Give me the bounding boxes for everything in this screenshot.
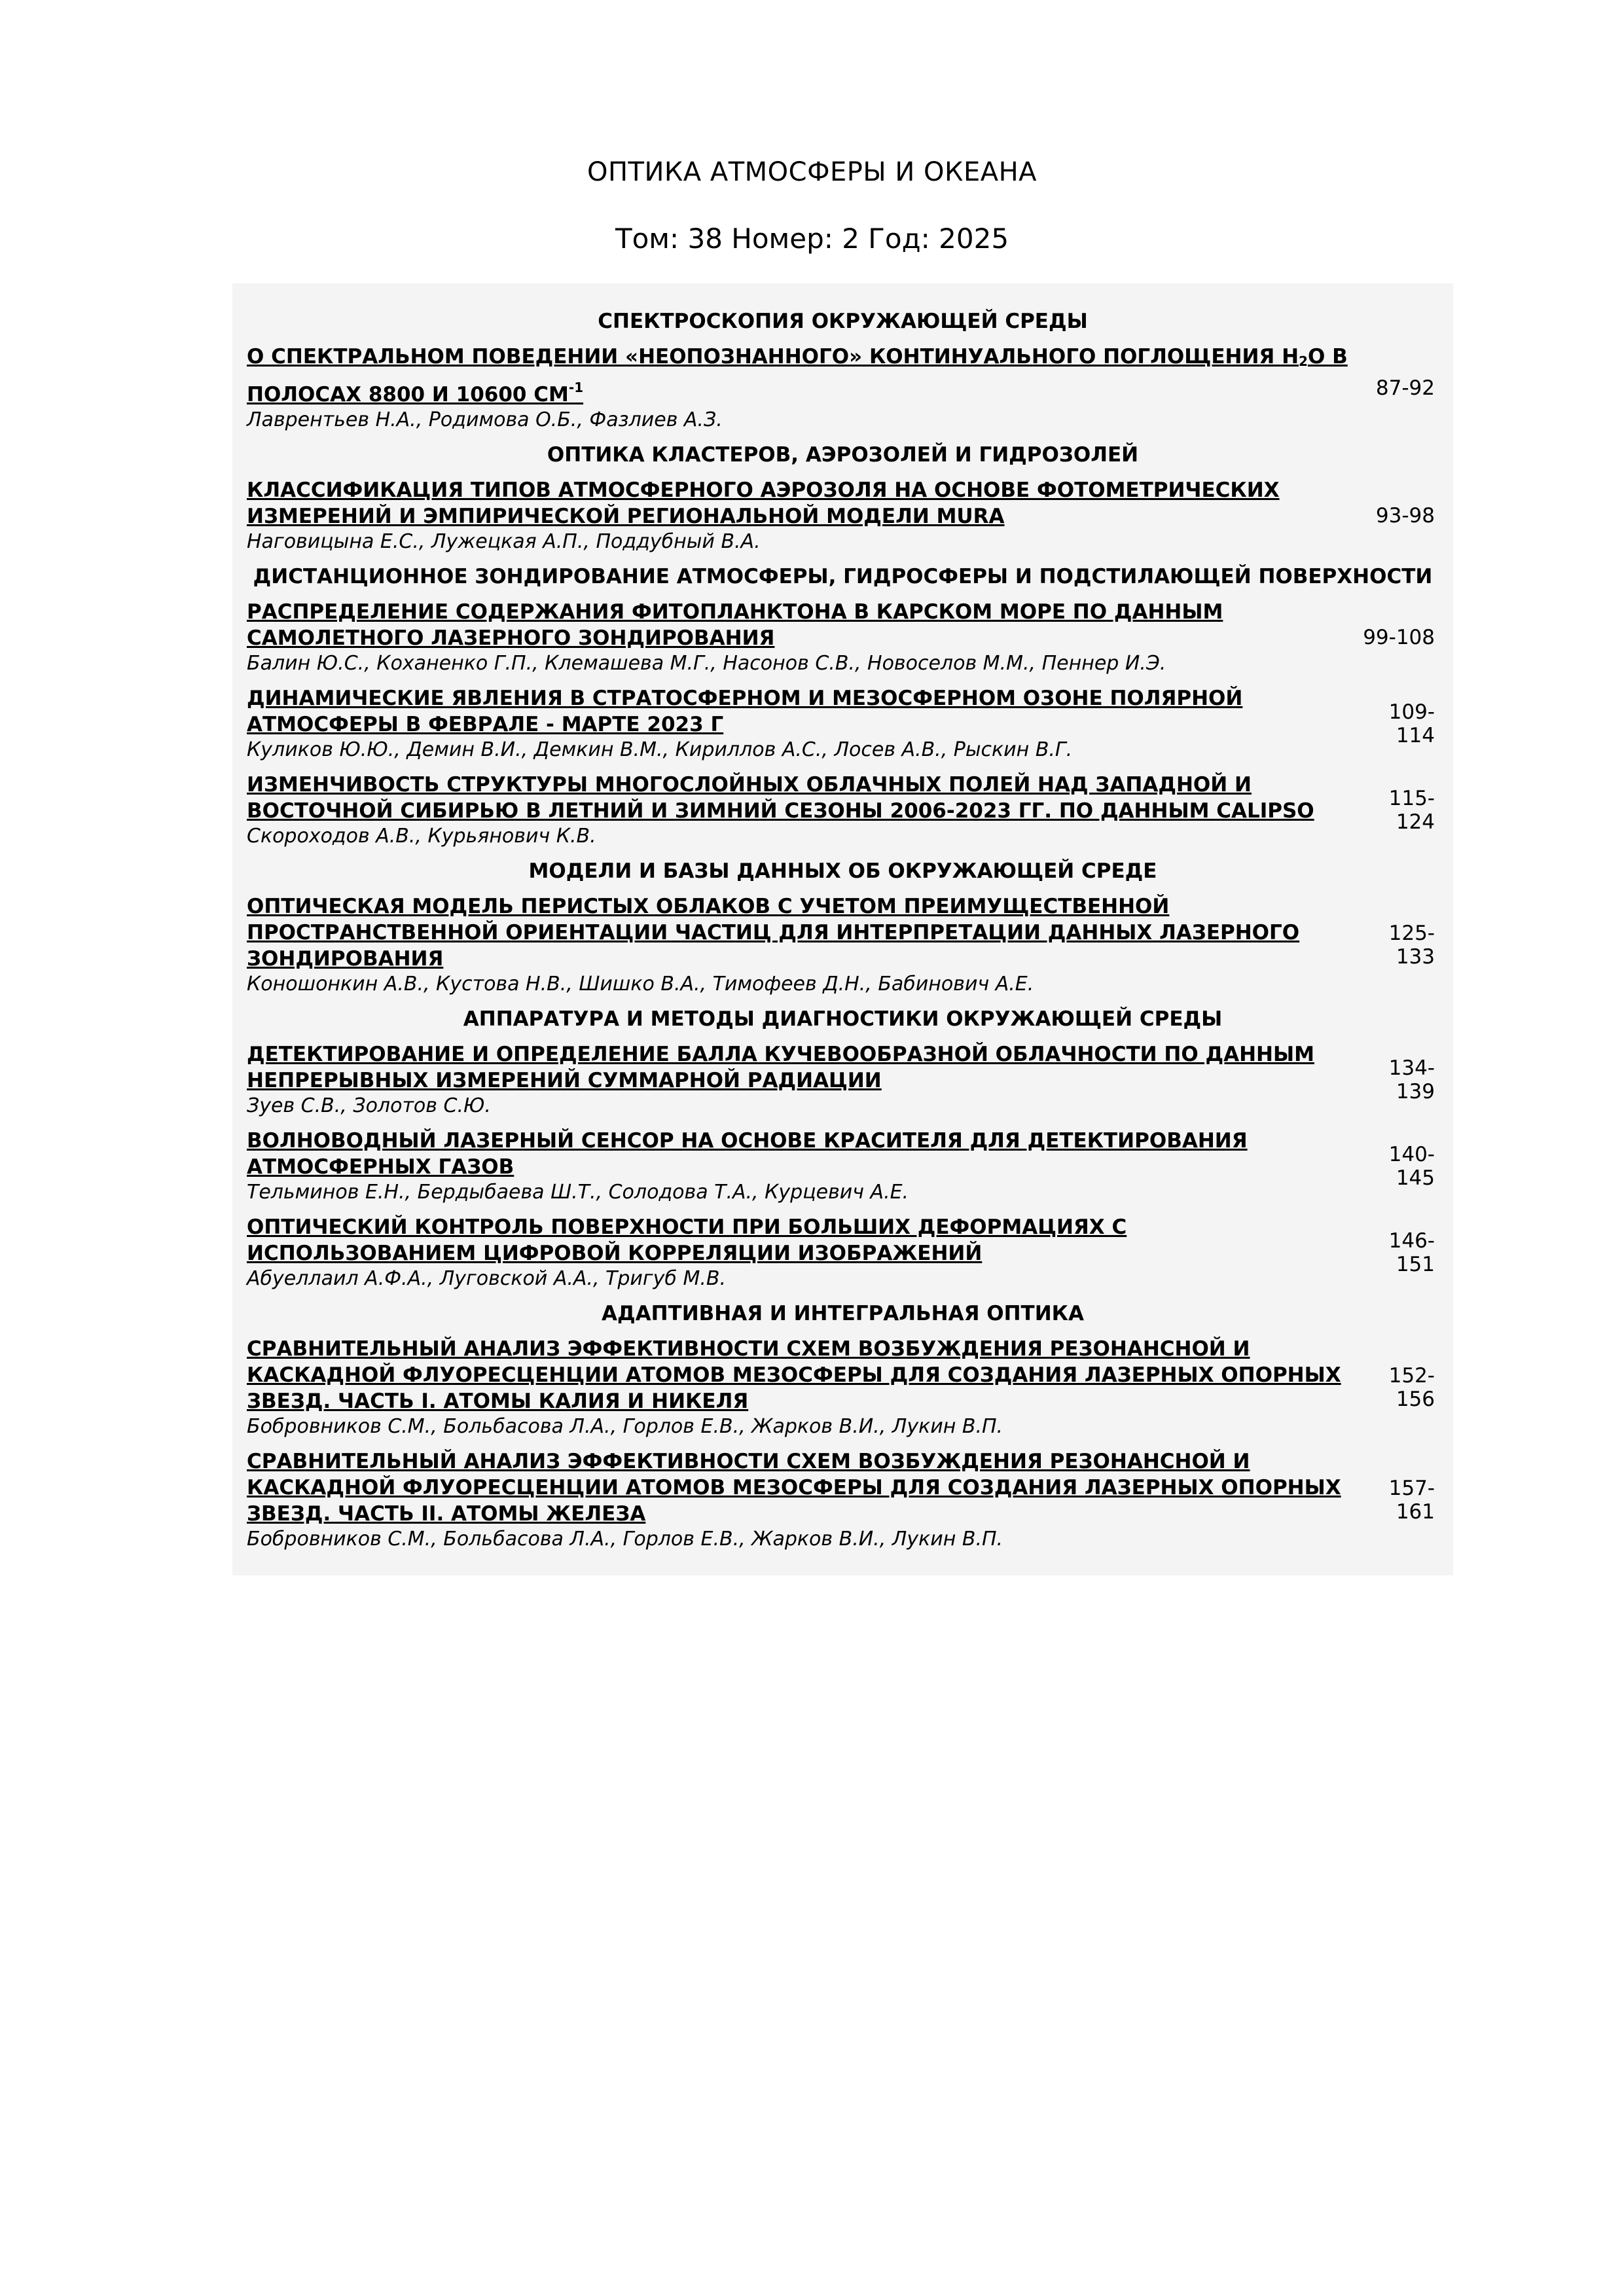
article-title-link[interactable]: СРАВНИТЕЛЬНЫЙ АНАЛИЗ ЭФФЕКТИВНОСТИ СХЕМ ВОЗБУЖДЕНИЯ РЕЗОНАНСНОЙ И КАСКАДНОЙ ФЛУОРЕСЦЕНЦИИ АТОМОВ МЕЗОСФЕРЫ ДЛЯ СОЗДАНИЯ ЛАЗЕРНЫХ ОПОРНЫХ ЗВЕЗД. ЧАСТЬ I. АТОМЫ КАЛИЯ И НИКЕЛЯ [247, 1337, 1341, 1413]
article-body [247, 344, 1353, 433]
article-body [247, 599, 1353, 676]
article-entry [232, 893, 1453, 997]
issue-info: Том: 38 Номер: 2 Год: 2025 [615, 223, 1009, 255]
article-pages: 87-92 [1375, 376, 1435, 400]
table-of-contents [232, 283, 1453, 1575]
article-authors: Абуеллаил А.Ф.А., Луговской А.А., Тригуб М.В. [247, 1267, 726, 1290]
journal-title: ОПТИКА АТМОСФЕРЫ И ОКЕАНА [586, 157, 1038, 187]
article-title-link[interactable]: КЛАССИФИКАЦИЯ ТИПОВ АТМОСФЕРНОГО АЭРОЗОЛЯ НА ОСНОВЕ ФОТОМЕТРИЧЕСКИХ ИЗМЕРЕНИЙ И ЭМПИРИЧЕСКОЙ РЕГИОНАЛЬНОЙ МОДЕЛИ MURA [247, 478, 1280, 528]
article-authors: Балин Ю.С., Коханенко Г.П., Клемашева М.Г., Насонов С.В., Новоселов М.М., Пеннер И.Э. [247, 652, 1166, 675]
article-entry [232, 344, 1453, 433]
title-part: О СПЕКТРАЛЬНОМ ПОВЕДЕНИИ «НЕОПОЗНАННОГО» КОНТИНУАЛЬНОГО ПОГЛОЩЕНИЯ H [247, 345, 1299, 368]
article-entry [232, 1128, 1453, 1205]
article-authors: Тельминов Е.Н., Бердыбаева Ш.Т., Солодова Т.А., Курцевич А.Е. [247, 1181, 909, 1204]
section-heading: СПЕКТРОСКОПИЯ ОКРУЖАЮЩЕЙ СРЕДЫ [598, 310, 1088, 333]
article-body [247, 1128, 1353, 1205]
article-authors: Куликов Ю.Ю., Демин В.И., Демкин В.М., Кириллов А.С., Лосев А.В., Рыскин В.Г. [247, 738, 1073, 761]
article-authors: Лаврентьев Н.А., Родимова О.Б., Фазлиев А.З. [247, 408, 723, 431]
article-pages: 146-151 [1388, 1229, 1435, 1276]
article-entry [232, 1336, 1453, 1439]
article-body [247, 1448, 1353, 1552]
article-entry [232, 1041, 1453, 1119]
article-entry [232, 1214, 1453, 1291]
article-body [247, 772, 1353, 849]
article-authors: Скороходов А.В., Курьянович К.В. [247, 825, 596, 848]
article-body [247, 685, 1353, 762]
section-heading: МОДЕЛИ И БАЗЫ ДАННЫХ ОБ ОКРУЖАЮЩЕЙ СРЕДЕ [528, 859, 1157, 883]
article-title-link[interactable]: РАСПРЕДЕЛЕНИЕ СОДЕРЖАНИЯ ФИТОПЛАНКТОНА В КАРСКОМ МОРЕ ПО ДАННЫМ САМОЛЕТНОГО ЛАЗЕРНОГО ЗОНДИРОВАНИЯ [247, 600, 1223, 650]
article-pages: 99-108 [1363, 626, 1435, 649]
article-authors: Коношонкин А.В., Кустова Н.В., Шишко В.А., Тимофеев Д.Н., Бабинович А.Е. [247, 973, 1034, 996]
article-authors: Зуев С.В., Золотов С.Ю. [247, 1094, 491, 1117]
article-entry [232, 1448, 1453, 1552]
article-body [247, 1214, 1353, 1291]
article-pages: 152-156 [1388, 1364, 1435, 1411]
article-title-link[interactable]: ОПТИЧЕСКИЙ КОНТРОЛЬ ПОВЕРХНОСТИ ПРИ БОЛЬШИХ ДЕФОРМАЦИЯХ С ИСПОЛЬЗОВАНИЕМ ЦИФРОВОЙ КОРРЕЛЯЦИИ ИЗОБРАЖЕНИЙ [247, 1215, 1127, 1265]
article-title-link[interactable]: ИЗМЕНЧИВОСТЬ СТРУКТУРЫ МНОГОСЛОЙНЫХ ОБЛАЧНЫХ ПОЛЕЙ НАД ЗАПАДНОЙ И ВОСТОЧНОЙ СИБИРЬЮ В ЛЕТНИЙ И ЗИМНИЙ СЕЗОНЫ 2006-2023 ГГ. ПО ДАННЫМ CALIPSO [247, 773, 1314, 823]
article-pages: 109-114 [1388, 700, 1435, 747]
article-authors: Бобровников С.М., Больбасова Л.А., Горлов Е.В., Жарков В.И., Лукин В.П. [247, 1528, 1003, 1551]
article-body [247, 893, 1353, 997]
title-part: O В ПОЛОСАХ 8800 И 10600 СМ [247, 345, 1348, 406]
article-body [247, 1336, 1353, 1439]
article-authors: Бобровников С.М., Больбасова Л.А., Горлов Е.В., Жарков В.И., Лукин В.П. [247, 1415, 1003, 1438]
article-title-link[interactable] [247, 344, 1353, 408]
article-title-link[interactable]: ДИНАМИЧЕСКИЕ ЯВЛЕНИЯ В СТРАТОСФЕРНОМ И МЕЗОСФЕРНОМ ОЗОНЕ ПОЛЯРНОЙ АТМОСФЕРЫ В ФЕВРАЛЕ - МАРТЕ 2023 Г [247, 687, 1243, 736]
article-pages: 115-124 [1388, 787, 1435, 834]
article-title-link[interactable]: ДЕТЕКТИРОВАНИЕ И ОПРЕДЕЛЕНИЕ БАЛЛА КУЧЕВООБРАЗНОЙ ОБЛАЧНОСТИ ПО ДАННЫМ НЕПРЕРЫВНЫХ ИЗМЕРЕНИЙ СУММАРНОЙ РАДИАЦИИ [247, 1043, 1314, 1092]
superscript: -1 [568, 380, 584, 395]
article-pages: 140-145 [1388, 1143, 1435, 1190]
subscript: 2 [1299, 353, 1308, 369]
article-entry [232, 599, 1453, 676]
article-title-link[interactable]: ВОЛНОВОДНЫЙ ЛАЗЕРНЫЙ СЕНСОР НА ОСНОВЕ КРАСИТЕЛЯ ДЛЯ ДЕТЕКТИРОВАНИЯ АТМОСФЕРНЫХ ГАЗОВ [247, 1129, 1248, 1179]
section-heading: АДАПТИВНАЯ И ИНТЕГРАЛЬНАЯ ОПТИКА [602, 1302, 1084, 1325]
article-pages: 125-133 [1388, 922, 1435, 969]
article-pages: 93-98 [1375, 504, 1435, 528]
article-body [247, 477, 1353, 554]
article-entry [232, 477, 1453, 554]
article-body [247, 1041, 1353, 1119]
article-authors: Наговицына Е.С., Лужецкая А.П., Поддубный В.А. [247, 530, 761, 553]
article-title-link[interactable]: СРАВНИТЕЛЬНЫЙ АНАЛИЗ ЭФФЕКТИВНОСТИ СХЕМ ВОЗБУЖДЕНИЯ РЕЗОНАНСНОЙ И КАСКАДНОЙ ФЛУОРЕСЦЕНЦИИ АТОМОВ МЕЗОСФЕРЫ ДЛЯ СОЗДАНИЯ ЛАЗЕРНЫХ ОПОРНЫХ ЗВЕЗД. ЧАСТЬ II. АТОМЫ ЖЕЛЕЗА [247, 1450, 1341, 1526]
section-heading: ОПТИКА КЛАСТЕРОВ, АЭРОЗОЛЕЙ И ГИДРОЗОЛЕЙ [547, 443, 1139, 467]
section-heading: ДИСТАНЦИОННОЕ ЗОНДИРОВАНИЕ АТМОСФЕРЫ, ГИДРОСФЕРЫ И ПОДСТИЛАЮЩЕЙ ПОВЕРХНОСТИ [253, 565, 1433, 588]
article-entry [232, 772, 1453, 849]
article-entry [232, 685, 1453, 762]
article-pages: 157-161 [1388, 1477, 1435, 1524]
article-pages: 134-139 [1388, 1056, 1435, 1103]
section-heading: АППАРАТУРА И МЕТОДЫ ДИАГНОСТИКИ ОКРУЖАЮЩЕЙ СРЕДЫ [463, 1007, 1223, 1031]
article-title-link[interactable]: ОПТИЧЕСКАЯ МОДЕЛЬ ПЕРИСТЫХ ОБЛАКОВ С УЧЕТОМ ПРЕИМУЩЕСТВЕННОЙ ПРОСТРАНСТВЕННОЙ ОРИЕНТАЦИИ ЧАСТИЦ ДЛЯ ИНТЕРПРЕТАЦИИ ДАННЫХ ЛАЗЕРНОГО ЗОНДИРОВАНИЯ [247, 895, 1300, 971]
